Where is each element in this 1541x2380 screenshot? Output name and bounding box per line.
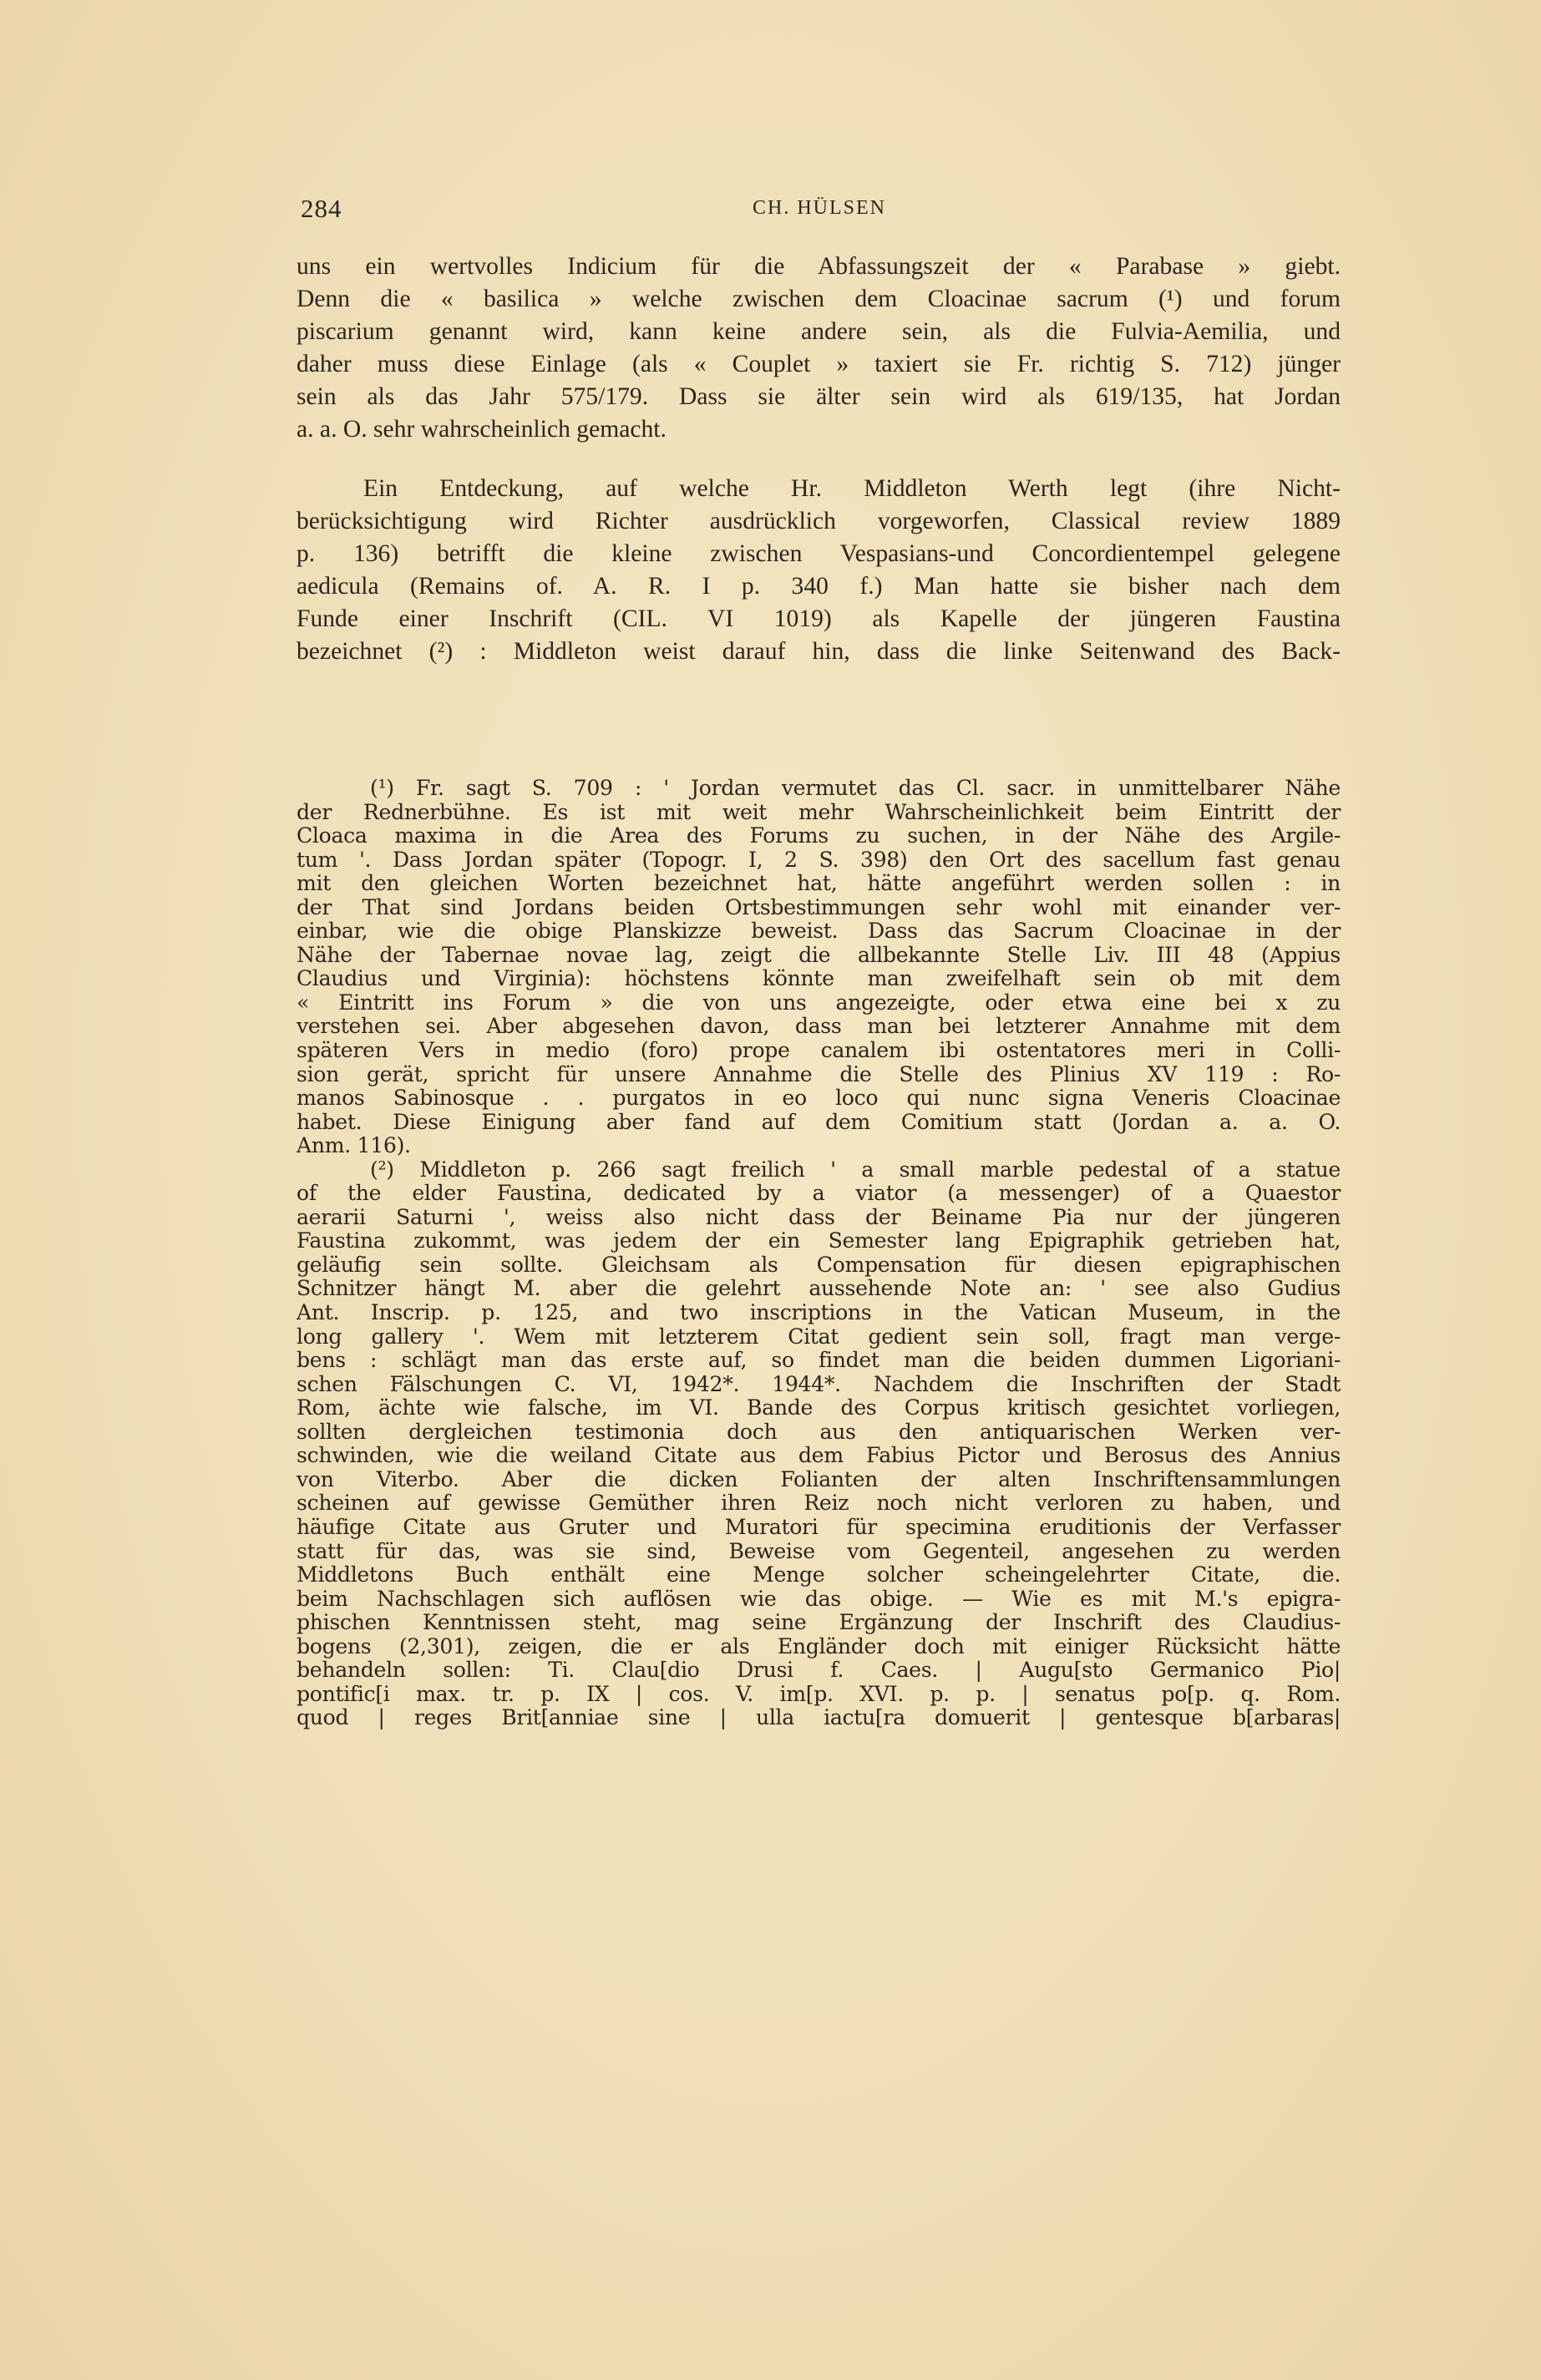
footnote-line: schwinden, wie die weiland Citate aus dem Fabius Pictor und Berosus des Annius: [297, 1443, 1341, 1468]
footnote-line: phischen Kenntnissen steht, mag seine Ergänzung der Inschrift des Claudius-: [297, 1610, 1341, 1635]
footnote-line: verstehen sei. Aber abgesehen davon, dass man bei letzterer Annahme mit dem: [297, 1014, 1341, 1039]
footnote-line: statt für das, was sie sind, Beweise vom Gegenteil, angesehen zu werden: [297, 1538, 1341, 1563]
footnote-line: sollten dergleichen testimonia doch aus den antiquarischen Werken ver-: [297, 1419, 1341, 1444]
footnote-line: häufige Citate aus Gruter und Muratori für specimina eruditionis der Verfasser: [297, 1514, 1341, 1539]
text-line: Funde einer Inschrift (CIL. VI 1019) als Kapelle der jüngeren Faustina: [297, 605, 1341, 632]
footnote-line: aerarii Saturni ', weiss also nicht dass der Beiname Pia nur der jüngeren: [297, 1204, 1341, 1229]
footnote-line: quod | reges Brit[anniae sine | ulla iactu[ra domuerit | gentesque b[arbaras|: [297, 1705, 1341, 1730]
footnote-line: von Viterbo. Aber die dicken Folianten der alten Inschriftensammlungen: [297, 1466, 1341, 1491]
text-line: bezeichnet (²) : Middleton weist darauf hin, dass die linke Seitenwand des Back-: [297, 638, 1341, 665]
footnote-line: sion gerät, spricht für unsere Annahme die Stelle des Plinius XV 119 : Ro-: [297, 1061, 1341, 1086]
footnote-line: Claudius und Virginia): höchstens könnte man zweifelhaft sein ob mit dem: [297, 966, 1341, 991]
footnote-line: tum '. Dass Jordan später (Topogr. I, 2 S. 398) den Ort des sacellum fast genau: [297, 847, 1341, 872]
footnote-line: scheinen auf gewisse Gemüther ihren Reiz noch nicht verloren zu haben, und: [297, 1491, 1341, 1516]
footnote-line: der That sind Jordans beiden Ortsbestimmungen sehr wohl mit einander ver-: [297, 894, 1341, 919]
footnote-line: Ant. Inscrip. p. 125, and two inscriptions in the Vatican Museum, in the: [297, 1300, 1341, 1325]
footnote-line: bogens (2,301), zeigen, die er als Engländer doch mit einiger Rücksicht hätte: [297, 1633, 1341, 1658]
footnote-line: Nähe der Tabernae novae lag, zeigt die allbekannte Stelle Liv. III 48 (Appius: [297, 942, 1341, 967]
footnote-line: einbar, wie die obige Planskizze beweist. Dass das Sacrum Cloacinae in der: [297, 919, 1341, 944]
text-line: Denn die « basilica » welche zwischen dem Cloacinae sacrum (¹) und forum: [297, 286, 1341, 312]
footnote-line: mit den gleichen Worten bezeichnet hat, hätte angeführt werden sollen : in: [297, 871, 1341, 896]
footnote-line: (²) Middleton p. 266 sagt freilich ' a small marble pedestal of a statue: [370, 1157, 1341, 1182]
footnote-line: geläufig sein sollte. Gleichsam als Compensation für diesen epigraphischen: [297, 1252, 1341, 1277]
text-line: berücksichtigung wird Richter ausdrücklich vorgeworfen, Classical review 1889: [297, 508, 1341, 534]
text-line: sein als das Jahr 575/179. Dass sie älter sein wird als 619/135, hat Jordan: [297, 383, 1341, 410]
footnote-line: Anm. 116).: [297, 1133, 411, 1158]
text-line: uns ein wertvolles Indicium für die Abfassungszeit der « Parabase » giebt.: [297, 253, 1341, 280]
text-line: aedicula (Remains of. A. R. I p. 340 f.) Man hatte sie bisher nach dem: [297, 573, 1341, 600]
footnote-line: « Eintritt ins Forum » die von uns angezeigte, oder etwa eine bei x zu: [297, 990, 1341, 1015]
footnote-line: pontific[i max. tr. p. IX | cos. V. im[p. XVI. p. p. | senatus po[p. q. Rom.: [297, 1681, 1341, 1706]
footnote-line: of the elder Faustina, dedicated by a viator (a messenger) of a Quaestor: [297, 1181, 1341, 1206]
main-text: [297, 251, 1341, 668]
footnote-line: [297, 1730, 1341, 1755]
running-head: CH. HÜLSEN: [752, 197, 886, 219]
footnote-line: long gallery '. Wem mit letzterem Citat gedient sein soll, fragt man verge-: [297, 1324, 1341, 1349]
footnote-line: (¹) Fr. sagt S. 709 : ' Jordan vermutet das Cl. sacr. in unmittelbarer Nähe: [370, 776, 1341, 800]
footnote-line: Rom, ächte wie falsche, im VI. Bande des Corpus kritisch gesichtet vorliegen,: [297, 1395, 1341, 1420]
footnote-line: Middletons Buch enthält eine Menge solcher scheingelehrter Citate, die.: [297, 1562, 1341, 1588]
page-number: 284: [301, 194, 342, 223]
footnote-line: schen Fälschungen C. VI, 1942*. 1944*. Nachdem die Inschriften der Stadt: [297, 1371, 1341, 1396]
footnote-line: späteren Vers in medio (foro) prope canalem ibi ostentatores meri in Colli-: [297, 1038, 1341, 1063]
text-line: piscarium genannt wird, kann keine andere sein, als die Fulvia-Aemilia, und: [297, 318, 1341, 345]
footnote-line: habet. Diese Einigung aber fand auf dem Comitium statt (Jordan a. a. O.: [297, 1109, 1341, 1134]
footnote-line: Cloaca maxima in die Area des Forums zu suchen, in der Nähe des Argile-: [297, 823, 1341, 848]
footnote-line: der Rednerbühne. Es ist mit weit mehr Wahrscheinlichkeit beim Eintritt der: [297, 799, 1341, 824]
text-line: p. 136) betrifft die kleine zwischen Vespasians-und Concordientempel gelegene: [297, 540, 1341, 567]
text-line: Ein Entdeckung, auf welche Hr. Middleton Werth legt (ihre Nicht-: [363, 475, 1341, 502]
footnote-line: manos Sabinosque . . purgatos in eo loco qui nunc signa Veneris Cloacinae: [297, 1086, 1341, 1111]
footnote-line: beim Nachschlagen sich auflösen wie das obige. — Wie es mit M.'s epigra-: [297, 1586, 1341, 1611]
text-line: a. a. O. sehr wahrscheinlich gemacht.: [297, 416, 667, 443]
footnote-line: behandeln sollen: Ti. Clau[dio Drusi f. Caes. | Augu[sto Germanico Pio|: [297, 1658, 1341, 1683]
page-header: [301, 194, 1338, 234]
footnotes: [297, 777, 1341, 1754]
text-line: daher muss diese Einlage (als « Couplet » taxiert sie Fr. richtig S. 712) jünger: [297, 351, 1341, 377]
footnote-line: bens : schlägt man das erste auf, so findet man die beiden dummen Ligoriani-: [297, 1348, 1341, 1373]
footnote-line: Faustina zukommt, was jedem der ein Semester lang Epigraphik getrieben hat,: [297, 1228, 1341, 1253]
footnote-line: Schnitzer hängt M. aber die gelehrt aussehende Note an: ' see also Gudius: [297, 1276, 1341, 1301]
